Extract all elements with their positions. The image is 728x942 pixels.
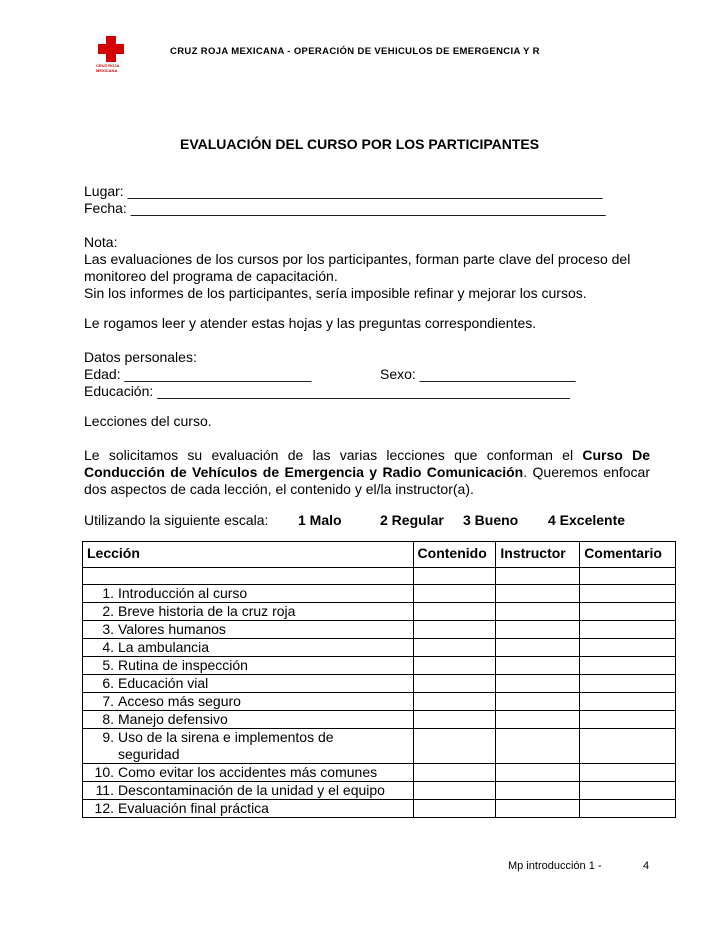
item-label: Valores humanos (118, 621, 226, 637)
scale-4: 4 Excelente (548, 512, 626, 528)
table-row (83, 764, 676, 782)
item-number: 1. (102, 585, 114, 601)
datos-label: Datos personales: (84, 349, 197, 365)
edad-field: Edad: ________________________ (84, 366, 312, 382)
header-title: CRUZ ROJA MEXICANA - OPERACIÓN DE VEHICULOS DE EMERGENCIA Y R (170, 46, 540, 57)
comentario-cell[interactable] (580, 764, 676, 782)
header-contenido: Contenido (413, 542, 496, 568)
instructor-cell[interactable] (496, 800, 580, 818)
comentario-cell[interactable] (580, 621, 676, 639)
table-row (83, 693, 676, 711)
table-header-row (83, 542, 676, 568)
solicitud-paragraph (84, 447, 650, 498)
comentario-cell[interactable] (580, 639, 676, 657)
instructor-cell[interactable] (496, 729, 580, 764)
item-label: Manejo defensivo (118, 711, 228, 727)
rogamos-text (84, 315, 650, 332)
table-row (83, 639, 676, 657)
item-number: 5. (102, 657, 114, 673)
contenido-cell[interactable] (413, 639, 496, 657)
table-row (83, 585, 676, 603)
comentario-cell[interactable] (580, 657, 676, 675)
nota-line: Las evaluaciones de los cursos por los participantes, forman parte clave del proceso del (84, 251, 631, 267)
nota-section (84, 234, 650, 302)
item-label: Uso de la sirena e implementos de seguridad (118, 729, 334, 762)
rogamos-line: Le rogamos leer y atender estas hojas y las preguntas correspondientes. (84, 315, 537, 331)
contenido-cell[interactable] (413, 764, 496, 782)
contenido-cell[interactable] (413, 675, 496, 693)
item-number: 6. (102, 675, 114, 691)
item-number: 9. (102, 729, 114, 745)
nota-label: Nota: (84, 234, 118, 250)
lessons-table (82, 541, 676, 818)
page-title: EVALUACIÓN DEL CURSO POR LOS PARTICIPANTES (180, 136, 540, 152)
footer-text: Mp introducción 1 - (508, 860, 602, 872)
instructor-cell[interactable] (496, 657, 580, 675)
lugar-field: Lugar: _____________________________________________________________ (84, 183, 603, 199)
comentario-cell[interactable] (580, 585, 676, 603)
table-row (83, 711, 676, 729)
location-date-fields (84, 183, 650, 217)
item-label: Breve historia de la cruz roja (118, 603, 296, 619)
contenido-cell[interactable] (413, 693, 496, 711)
header-leccion: Lección (83, 542, 414, 568)
item-label: Evaluación final práctica (118, 800, 269, 816)
instructor-cell[interactable] (496, 585, 580, 603)
contenido-cell[interactable] (413, 621, 496, 639)
sexo-field: Sexo: ____________________ (380, 366, 576, 382)
item-number: 4. (102, 639, 114, 655)
table-row (83, 800, 676, 818)
spacer-row (83, 568, 676, 585)
instructor-cell[interactable] (496, 675, 580, 693)
item-label: Como evitar los accidentes más comunes (118, 764, 378, 780)
comentario-cell[interactable] (580, 782, 676, 800)
scale-2: 2 Regular (380, 512, 444, 528)
scale-intro: Utilizando la siguiente escala: (84, 512, 269, 528)
header-comentario: Comentario (580, 542, 676, 568)
instructor-cell[interactable] (496, 764, 580, 782)
nota-line: monitoreo del programa de capacitación. (84, 268, 338, 284)
contenido-cell[interactable] (413, 657, 496, 675)
course-name: Curso De Conducción de Vehículos de Emergencia y Radio Comunicación (84, 447, 650, 480)
contenido-cell[interactable] (413, 603, 496, 621)
page-number: 4 (643, 860, 650, 872)
table-row (83, 782, 676, 800)
header-instructor: Instructor (496, 542, 580, 568)
edad-sexo-row (84, 366, 650, 383)
table-row (83, 621, 676, 639)
item-number: 12. (94, 800, 114, 816)
table-row (83, 729, 676, 764)
table-row (83, 657, 676, 675)
comentario-cell[interactable] (580, 729, 676, 764)
fecha-field: Fecha: _____________________________________________________________ (84, 200, 606, 216)
datos-personales-section (84, 349, 650, 400)
comentario-cell[interactable] (580, 800, 676, 818)
item-number: 2. (102, 603, 114, 619)
instructor-cell[interactable] (496, 621, 580, 639)
item-label: Educación vial (118, 675, 209, 691)
contenido-cell[interactable] (413, 585, 496, 603)
contenido-cell[interactable] (413, 800, 496, 818)
instructor-cell[interactable] (496, 639, 580, 657)
item-label: Rutina de inspección (118, 657, 248, 673)
logo-text: CRUZ ROJA MEXICANA (96, 63, 120, 73)
item-number: 7. (102, 693, 114, 709)
item-number: 10. (94, 764, 114, 780)
instructor-cell[interactable] (496, 603, 580, 621)
item-label: Acceso más seguro (118, 693, 241, 709)
lecciones-label: Lecciones del curso. (84, 413, 212, 429)
comentario-cell[interactable] (580, 693, 676, 711)
comentario-cell[interactable] (580, 603, 676, 621)
item-label: Descontaminación de la unidad y el equipo (118, 782, 385, 798)
comentario-cell[interactable] (580, 711, 676, 729)
solicitud-text: Le solicitamos su evaluación de las varias lecciones que conforman el (84, 447, 583, 463)
nota-line: Sin los informes de los participantes, sería imposible refinar y mejorar los cursos. (84, 285, 587, 301)
scale-3: 3 Bueno (463, 512, 519, 528)
table-row (83, 675, 676, 693)
rating-scale (84, 512, 650, 529)
instructor-cell[interactable] (496, 693, 580, 711)
contenido-cell[interactable] (413, 729, 496, 764)
item-label: Introducción al curso (118, 585, 248, 601)
instructor-cell[interactable] (496, 782, 580, 800)
solicitud-text: . Queremos enfocar dos aspectos de cada lección, el contenido y el/la instructor(a). (84, 464, 650, 497)
comentario-cell[interactable] (580, 675, 676, 693)
contenido-cell[interactable] (413, 711, 496, 729)
item-number: 3. (102, 621, 114, 637)
educacion-field: Educación: _____________________________________________________ (84, 383, 570, 399)
item-number: 11. (95, 782, 114, 798)
table-row (83, 603, 676, 621)
scale-1: 1 Malo (298, 512, 342, 528)
lecciones-label-block (84, 413, 650, 430)
contenido-cell[interactable] (413, 782, 496, 800)
item-number: 8. (102, 711, 114, 727)
item-label: La ambulancia (118, 639, 210, 655)
instructor-cell[interactable] (496, 711, 580, 729)
